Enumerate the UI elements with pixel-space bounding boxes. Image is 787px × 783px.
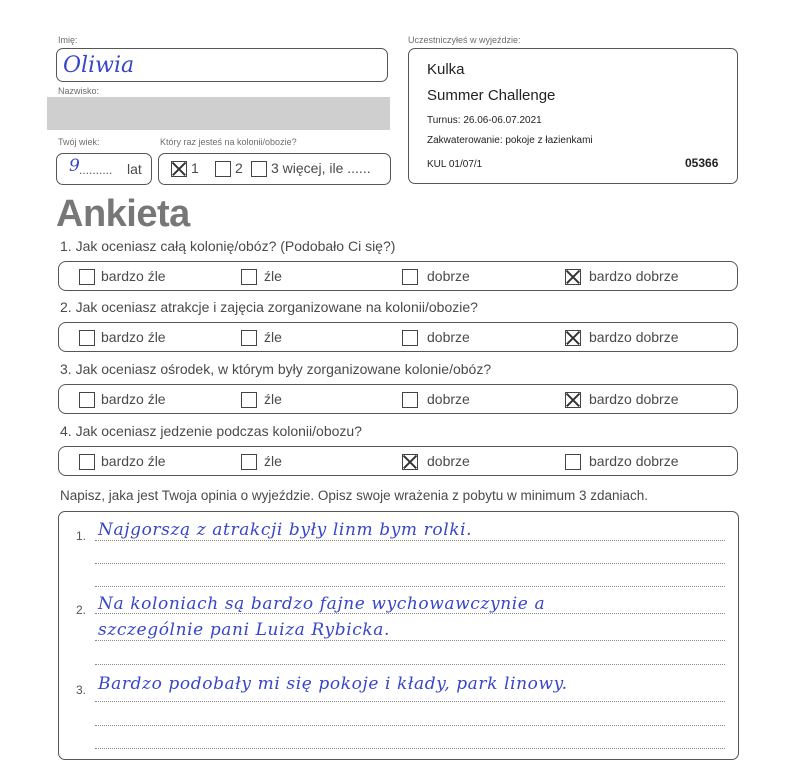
- times-checkbox-3[interactable]: [251, 161, 267, 177]
- q3-option-label: źle: [264, 391, 282, 407]
- accommodation-label: Zakwaterowanie:: [427, 135, 503, 146]
- q2-checkbox-bardzo-dobrze[interactable]: [565, 330, 581, 346]
- accommodation-row: [427, 135, 593, 146]
- surname-redacted-field: [47, 97, 390, 130]
- trip-number: 05366: [685, 156, 719, 170]
- turnus-label: Turnus:: [427, 115, 461, 126]
- answer-number-2: 2.: [76, 603, 87, 617]
- q4-checkbox-bardzo-dobrze[interactable]: [565, 454, 581, 470]
- question-4: 4. Jak oceniasz jedzenie podczas kolonii/obozu?: [60, 423, 362, 439]
- q1-checkbox-dobrze[interactable]: [402, 269, 418, 285]
- q3-option-label: dobrze: [427, 391, 470, 407]
- question-3: 3. Jak oceniasz ośrodek, w którym były zorganizowane kolonie/obóz?: [60, 361, 492, 377]
- q1-option-label: źle: [264, 268, 282, 284]
- q3-option-label: bardzo dobrze: [589, 391, 679, 407]
- age-field[interactable]: [56, 153, 152, 185]
- q2-option-label: bardzo dobrze: [589, 329, 679, 345]
- q4-checkbox-zle[interactable]: [241, 454, 257, 470]
- q4-checkbox-bardzo-zle[interactable]: [79, 454, 95, 470]
- answer-number-1: 1.: [76, 529, 87, 543]
- trip-name: Kulka: [427, 61, 465, 78]
- writing-line: [95, 586, 725, 587]
- trip-subtitle: Summer Challenge: [427, 87, 556, 104]
- q1-option-label: bardzo źle: [101, 268, 166, 284]
- times-option-3: 3 więcej, ile ......: [271, 160, 371, 176]
- name-label: Imię:: [58, 35, 78, 45]
- writing-line: [95, 540, 725, 541]
- writing-line: [95, 563, 725, 564]
- q4-option-label: bardzo dobrze: [589, 453, 679, 469]
- opinion-prompt: Napisz, jaka jest Twoja opinia o wyjeździe. Opisz swoje wrażenia z pobytu w minimum 3 zdaniach.: [60, 488, 649, 503]
- q1-checkbox-bardzo-dobrze[interactable]: [565, 269, 581, 285]
- q3-option-label: bardzo źle: [101, 391, 166, 407]
- name-value: Oliwia: [63, 53, 135, 78]
- q1-checkbox-bardzo-zle[interactable]: [79, 269, 95, 285]
- answer-3-line-1: Bardzo podobały mi się pokoje i kłady, park linowy.: [98, 674, 568, 694]
- times-option-2: 2: [235, 160, 243, 176]
- q1-option-label: bardzo dobrze: [589, 268, 679, 284]
- q4-option-label: dobrze: [427, 453, 470, 469]
- q2-checkbox-zle[interactable]: [241, 330, 257, 346]
- rating-row-2: [58, 322, 738, 352]
- age-label: Twój wiek:: [58, 137, 100, 147]
- q1-checkbox-zle[interactable]: [241, 269, 257, 285]
- age-value: 9: [69, 156, 80, 176]
- q4-option-label: bardzo źle: [101, 453, 166, 469]
- times-option-1: 1: [191, 160, 199, 176]
- q2-checkbox-bardzo-zle[interactable]: [79, 330, 95, 346]
- turnus-value: 26.06-06.07.2021: [463, 115, 542, 126]
- q3-checkbox-dobrze[interactable]: [402, 392, 418, 408]
- rating-row-1: [58, 261, 738, 291]
- q3-checkbox-bardzo-dobrze[interactable]: [565, 392, 581, 408]
- turnus-row: [427, 115, 542, 126]
- writing-line: [95, 725, 725, 726]
- age-unit: lat: [127, 161, 142, 177]
- answer-2-line-1: Na koloniach są bardzo fajne wychowawczynie a: [98, 594, 546, 614]
- answer-2-line-2: szczególnie pani Luiza Rybicka.: [98, 620, 390, 640]
- writing-line: [95, 701, 725, 702]
- times-checkbox-2[interactable]: [215, 161, 231, 177]
- question-1: 1. Jak oceniasz całą kolonię/obóz? (Podobało Ci się?): [60, 238, 396, 254]
- rating-row-4: [58, 446, 738, 476]
- surname-label: Nazwisko:: [58, 86, 100, 96]
- answer-number-3: 3.: [76, 683, 87, 697]
- q2-option-label: źle: [264, 329, 282, 345]
- q2-checkbox-dobrze[interactable]: [402, 330, 418, 346]
- question-2: 2. Jak oceniasz atrakcje i zajęcia zorganizowane na kolonii/obozie?: [60, 299, 478, 315]
- writing-line: [95, 748, 725, 749]
- age-dots: ..........: [79, 163, 113, 177]
- q2-option-label: dobrze: [427, 329, 470, 345]
- times-checkbox-1[interactable]: [171, 161, 187, 177]
- trip-info-box: [408, 48, 738, 184]
- writing-line: [95, 640, 725, 641]
- survey-title: Ankieta: [56, 193, 190, 235]
- times-label: Który raz jesteś na kolonii/obozie?: [160, 137, 297, 147]
- q3-checkbox-zle[interactable]: [241, 392, 257, 408]
- accommodation-value: pokoje z łazienkami: [505, 135, 593, 146]
- rating-row-3: [58, 384, 738, 414]
- name-field[interactable]: [56, 48, 388, 82]
- q4-option-label: źle: [264, 453, 282, 469]
- q3-checkbox-bardzo-zle[interactable]: [79, 392, 95, 408]
- q1-option-label: dobrze: [427, 268, 470, 284]
- trip-code: KUL 01/07/1: [427, 159, 483, 170]
- times-field: [158, 153, 391, 185]
- answer-1-line-1: Najgorszą z atrakcji były linm bym rolki.: [98, 520, 473, 540]
- participant-label: Uczestniczyłeś w wyjeździe:: [408, 35, 521, 45]
- writing-line: [95, 664, 725, 665]
- q4-checkbox-dobrze[interactable]: [402, 454, 418, 470]
- q2-option-label: bardzo źle: [101, 329, 166, 345]
